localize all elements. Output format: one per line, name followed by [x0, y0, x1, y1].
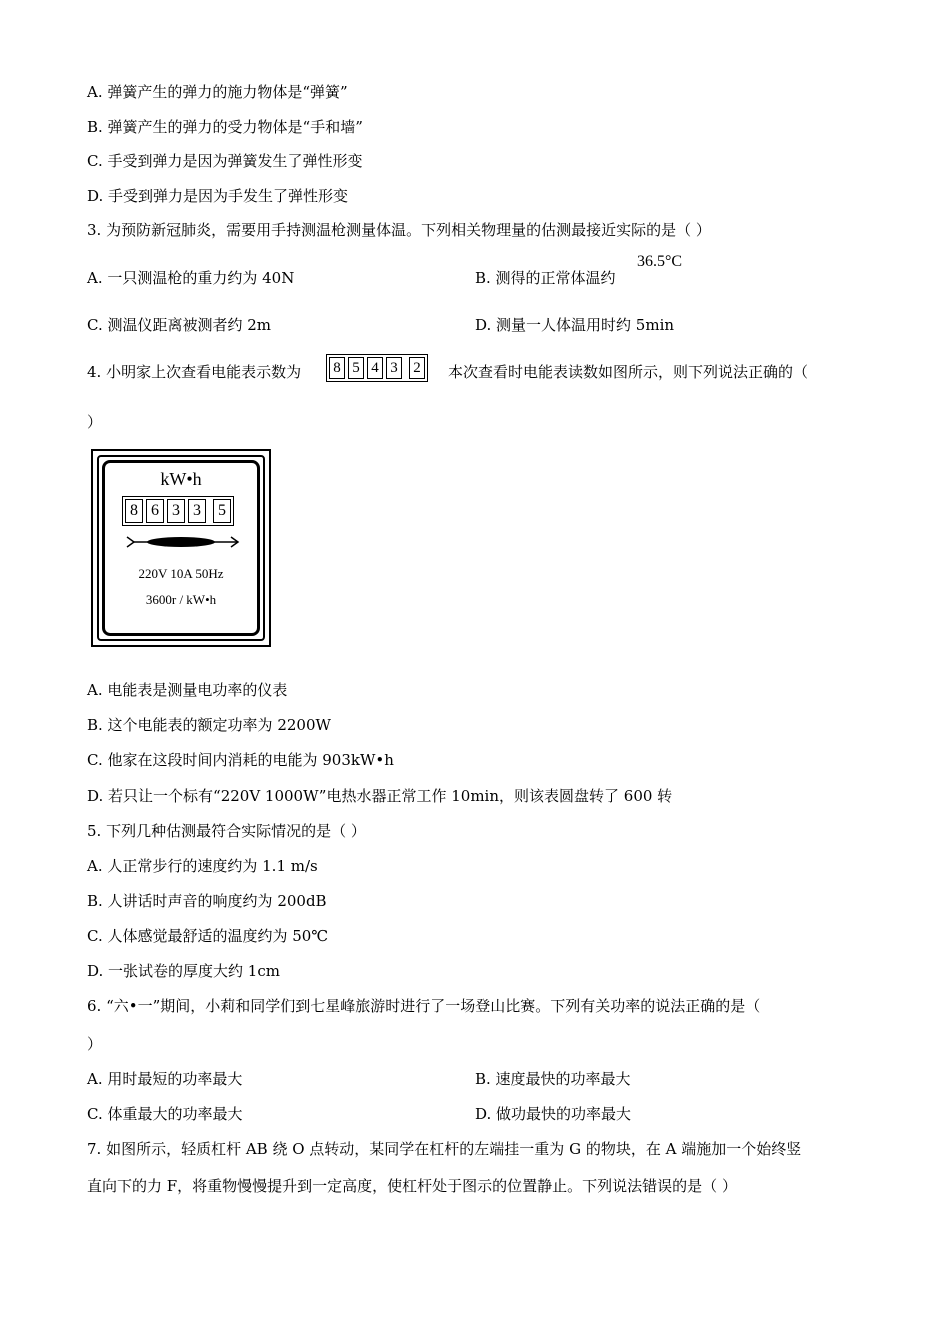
q2-option-d: D. 手受到弹力是因为手发生了弹性形变	[87, 187, 349, 205]
q3-option-d: D. 测量一人体温用时约 5min	[475, 316, 675, 334]
q5-stem: 5. 下列几种估测最符合实际情况的是（ ）	[87, 822, 366, 840]
q6-stem-close: ）	[87, 1035, 103, 1053]
meter-unit: kW•h	[160, 469, 202, 489]
prev-digit: 2	[409, 357, 425, 379]
q7-stem-line1: 7. 如图所示，轻质杠杆 AB 绕 O 点转动，某同学在杠杆的左端挂一重为 G 的物块，在 A 端施加一个始终竖	[87, 1140, 802, 1158]
q5-option-c: C. 人体感觉最舒适的温度约为 50℃	[87, 927, 329, 945]
prev-digit: 4	[367, 357, 383, 379]
q3-temperature-value: 36.5°C	[637, 253, 683, 270]
meter-digit: 5	[213, 499, 231, 523]
q3-stem: 3. 为预防新冠肺炎，需要用手持测温枪测量体温。下列相关物理量的估测最接近实际的是（ ）	[87, 221, 711, 239]
q6-option-c: C. 体重最大的功率最大	[87, 1105, 243, 1123]
prev-digit: 8	[329, 357, 345, 379]
q4-stem-prefix: 4. 小明家上次查看电能表示数为	[87, 363, 302, 381]
q4-stem-suffix: 本次查看时电能表读数如图所示，则下列说法正确的（	[448, 363, 809, 381]
meter-digit: 3	[167, 499, 185, 523]
q7-stem-line2: 直向下的力 F，将重物慢慢提升到一定高度，使杠杆处于图示的位置静止。下列说法错误的是（ ）	[87, 1177, 737, 1195]
q2-option-b: B. 弹簧产生的弹力的受力物体是“手和墙”	[87, 118, 363, 136]
q6-option-b: B. 速度最快的功率最大	[475, 1070, 631, 1088]
electric-meter-figure	[91, 449, 271, 647]
q3-option-b: B. 测得的正常体温约	[475, 269, 616, 287]
q2-option-c: C. 手受到弹力是因为弹簧发生了弹性形变	[87, 152, 363, 170]
meter-digit: 3	[188, 499, 206, 523]
q4-option-b: B. 这个电能表的额定功率为 2200W	[87, 716, 331, 734]
q5-option-d: D. 一张试卷的厚度大约 1cm	[87, 962, 280, 980]
q4-option-a: A. 电能表是测量电功率的仪表	[87, 681, 288, 699]
q5-option-a: A. 人正常步行的速度约为 1.1 m/s	[87, 857, 318, 875]
q5-option-b: B. 人讲话时声音的响度约为 200dB	[87, 892, 327, 910]
meter-disc-arrow-icon	[125, 533, 243, 551]
meter-rating: 220V 10A 50Hz	[138, 566, 224, 581]
q4-stem-close: ）	[87, 413, 103, 431]
meter-digit: 6	[146, 499, 164, 523]
q6-option-a: A. 用时最短的功率最大	[87, 1070, 243, 1088]
q4-option-c: C. 他家在这段时间内消耗的电能为 903kW•h	[87, 751, 394, 769]
q4-option-d: D. 若只让一个标有“220V 1000W”电热水器正常工作 10min，则该表圆盘转了 600 转	[87, 787, 673, 805]
q3-option-c: C. 测温仪距离被测者约 2m	[87, 316, 272, 334]
meter-reading	[122, 496, 234, 526]
q6-option-d: D. 做功最快的功率最大	[475, 1105, 632, 1123]
prev-digit: 3	[386, 357, 402, 379]
prev-digit: 5	[348, 357, 364, 379]
q3-option-a: A. 一只测温枪的重力约为 40N	[87, 269, 295, 287]
meter-digit: 8	[125, 499, 143, 523]
q4-previous-reading	[326, 354, 428, 382]
q2-option-a: A. 弹簧产生的弹力的施力物体是“弹簧”	[87, 83, 348, 101]
q6-stem: 6. “六•一”期间，小莉和同学们到七星峰旅游时进行了一场登山比赛。下列有关功率的说法正确的是（	[87, 997, 761, 1015]
meter-constant: 3600r / kW•h	[145, 592, 217, 607]
